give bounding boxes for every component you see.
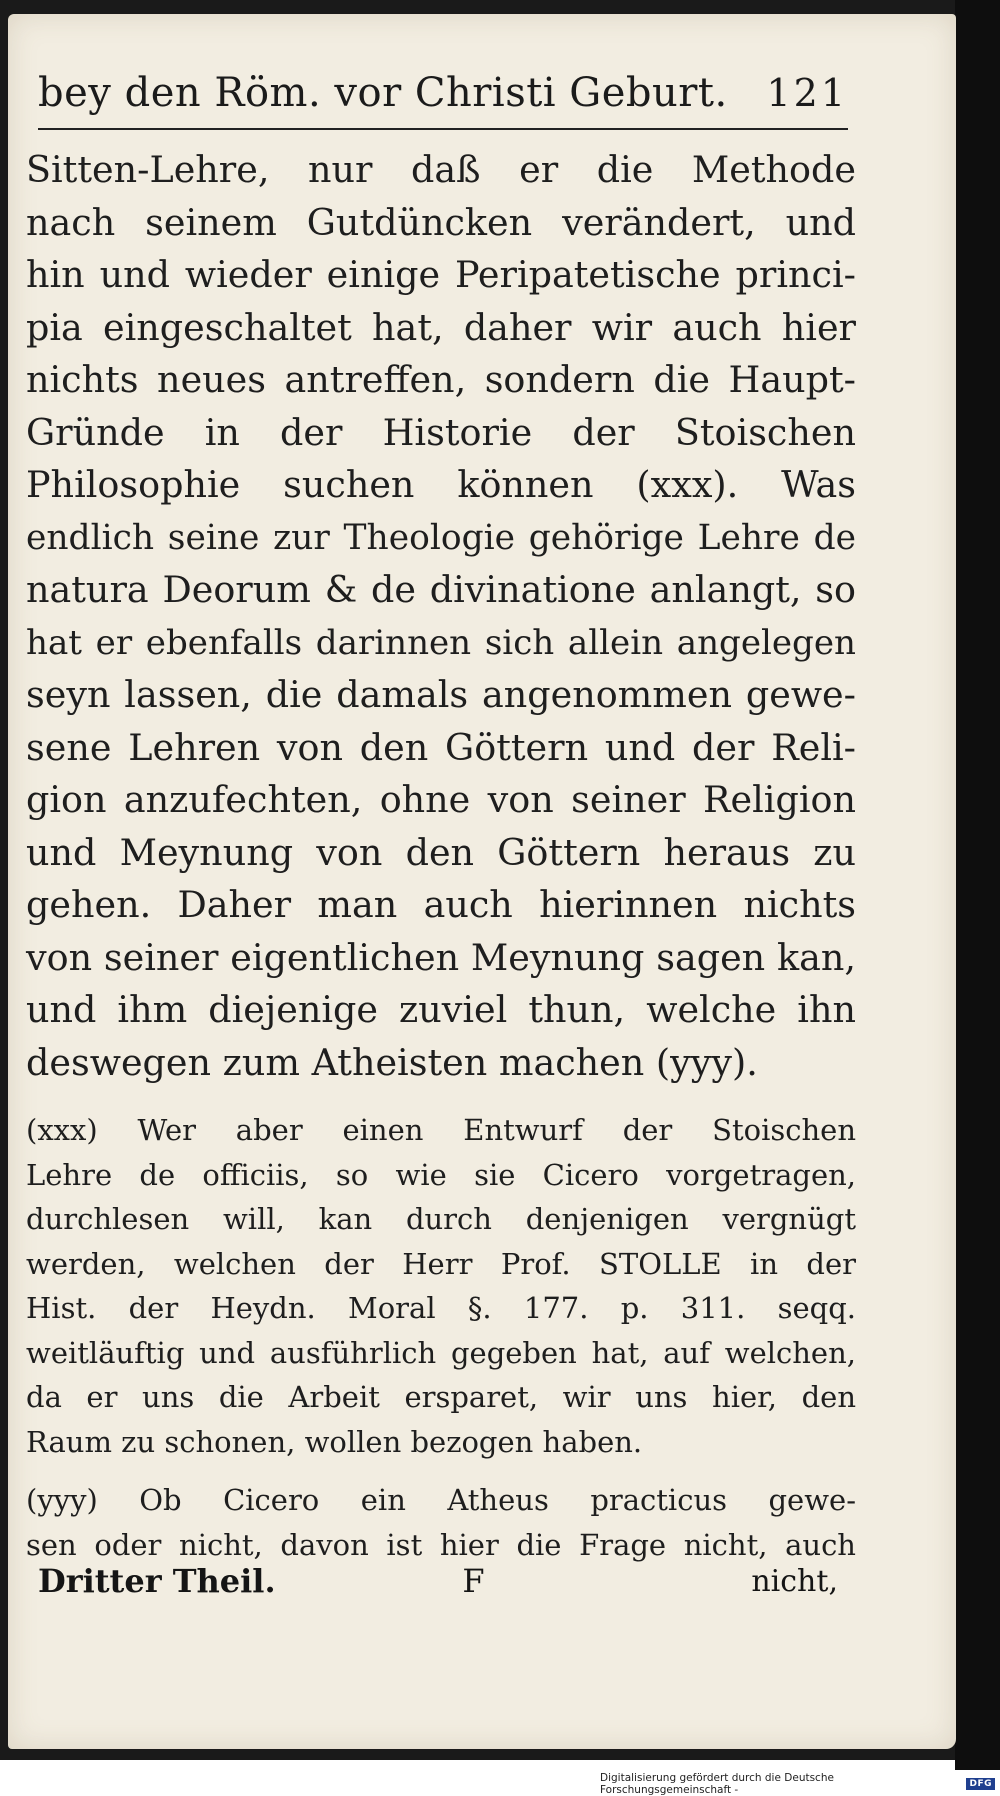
- footnote-line: (yyy) Ob Cicero ein Atheus practicus gewe-: [26, 1483, 856, 1517]
- footnote-line: sen oder nicht, davon ist hier die Frage nicht, auch: [26, 1527, 856, 1562]
- footnote-line: durchlesen will, kan durch denjenigen vergnügt: [26, 1202, 856, 1236]
- text-line: und Meynung von den Göttern heraus zu: [26, 830, 856, 874]
- main-text: [26, 144, 856, 1089]
- footnote-line: da er uns die Arbeit ersparet, wir uns hier, den: [26, 1380, 856, 1414]
- text-line: natura Deorum & de divinatione anlangt, so: [26, 568, 856, 611]
- dfg-logo-icon: DFG: [966, 1778, 995, 1790]
- footnote-line: werden, welchen der Herr Prof. STOLLE in der: [26, 1246, 856, 1281]
- scan-edge: [955, 0, 1000, 1770]
- text-line: gion anzufechten, ohne von seiner Religion: [26, 778, 856, 821]
- footnote-line: Raum zu schonen, wollen bezogen haben.: [26, 1424, 643, 1459]
- text-line: seyn lassen, die damals angenommen gewe-: [26, 673, 856, 716]
- text-line: pia eingeschaltet hat, daher wir auch hier: [26, 305, 856, 349]
- text-line: hat er ebenfalls darinnen sich allein angelegen: [26, 622, 856, 663]
- text-line: Sitten-Lehre, nur daß er die Methode: [26, 148, 856, 191]
- footnote-line: Hist. der Heydn. Moral §. 177. p. 311. seqq.: [26, 1291, 856, 1325]
- text-line: sene Lehren von den Göttern und der Reli-: [26, 725, 856, 769]
- page-header: [38, 58, 848, 130]
- page-number: 121: [766, 71, 848, 115]
- text-line: gehen. Daher man auch hierinnen nichts: [26, 883, 856, 926]
- running-head: bey den Röm. vor Christi Geburt.: [38, 70, 728, 116]
- text-line: und ihm diejenige zuviel thun, welche ihn: [26, 988, 856, 1031]
- catchword: nicht,: [751, 1563, 838, 1599]
- text-line: endlich seine zur Theologie gehörige Lehre de: [26, 517, 856, 558]
- footnote-line: Lehre de officiis, so wie sie Cicero vorgetragen,: [26, 1157, 856, 1192]
- footnotes: [26, 1108, 856, 1567]
- digitization-credit: [600, 1772, 995, 1796]
- text-line: Gründe in der Historie der Stoischen: [26, 410, 856, 454]
- text-line: nach seinem Gutdüncken verändert, und: [26, 200, 856, 244]
- signature-line: Dritter Theil.: [38, 1562, 276, 1600]
- text-line: hin und wieder einige Peripatetische princi-: [26, 253, 856, 296]
- footnote-xxx: [26, 1108, 856, 1464]
- text-line: nichts neues antreffen, sondern die Haupt-: [26, 358, 856, 401]
- text-line: Philosophie suchen können (xxx). Was: [26, 463, 856, 506]
- footnote-line: (xxx) Wer aber einen Entwurf der Stoischen: [26, 1113, 856, 1147]
- credit-text: Digitalisierung gefördert durch die Deutsche Forschungsgemeinschaft -: [600, 1772, 834, 1796]
- signature-mark: F: [462, 1562, 485, 1600]
- text-line: von seiner eigentlichen Meynung sagen kan,: [26, 935, 856, 979]
- page-footer: [38, 1556, 838, 1606]
- footnote-gap: [26, 1464, 856, 1478]
- footnote-line: weitläuftig und ausführlich gegeben hat, auf welchen,: [26, 1335, 856, 1370]
- footnote-yyy: [26, 1478, 856, 1567]
- text-line: deswegen zum Atheisten machen (yyy).: [26, 1040, 758, 1084]
